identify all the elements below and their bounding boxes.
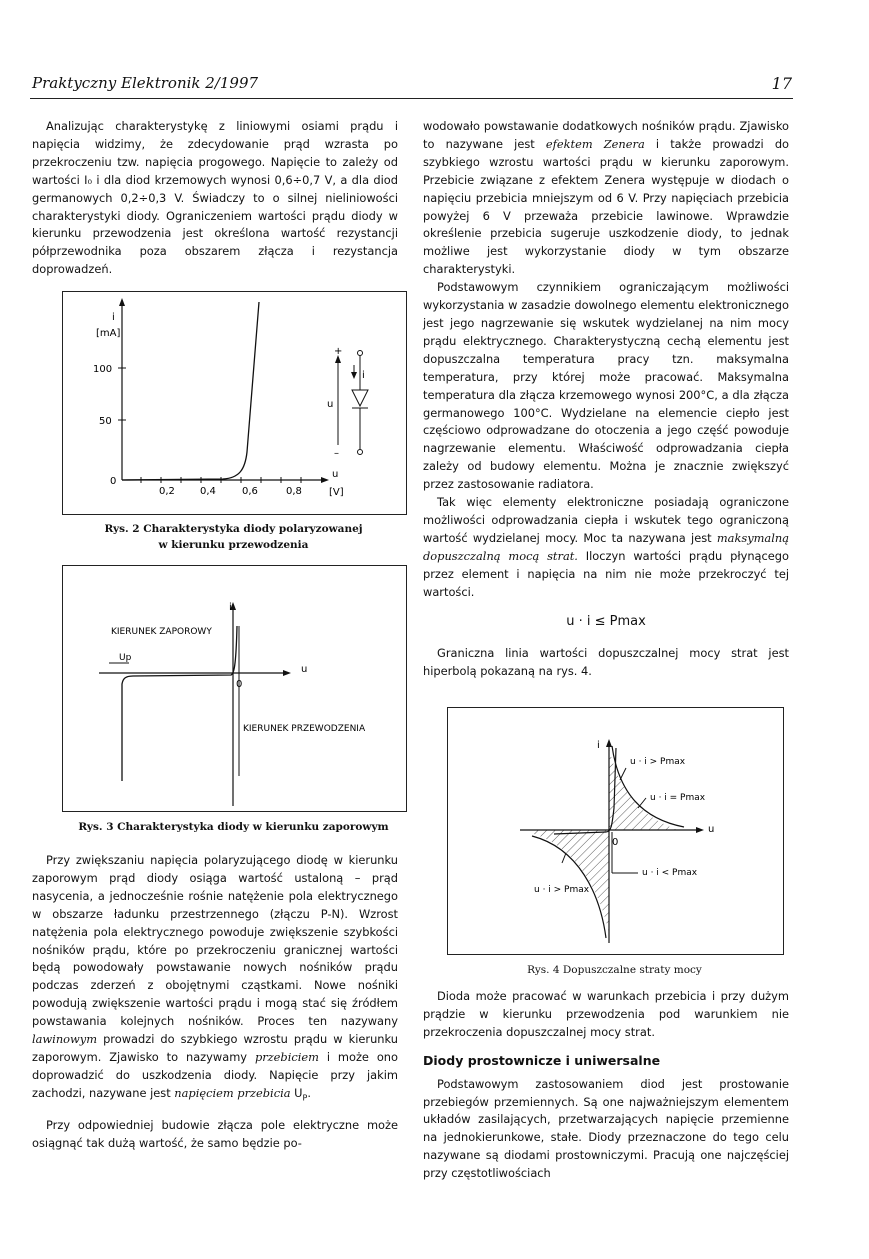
figure-4 (447, 707, 784, 955)
right-column-top (423, 118, 789, 681)
y-unit: [mA] (96, 328, 121, 339)
left-column-top (32, 118, 398, 279)
minus-sign: – (334, 448, 339, 459)
left-column-bottom (32, 852, 398, 1153)
y-axis-label: i (112, 312, 115, 323)
page-number: 17 (771, 74, 792, 93)
figure-3-caption: Rys. 3 Charakterystyka diody w kierunku zaporowym (78, 821, 389, 833)
paragraph: Graniczna linia wartości dopuszczalnej mocy strat jest hiperbolą pokazaną na rys. 4. (423, 646, 789, 679)
allowed-region-reverse (534, 830, 609, 933)
term: lawinowym (32, 1032, 98, 1047)
paragraph: Przy odpowiedniej budowie złącza pole elektryczne może osiągnąć tak dużą wartość, że samo będzie po- (32, 1117, 398, 1150)
header-rule (30, 98, 793, 99)
label-exceeded-top: u · i > Pmax (630, 757, 686, 767)
paragraph: Analizując charakterystykę z liniowymi osiami prądu i napięcia widzimy, że zdecydowanie prąd wzrasta po przekroczeniu tzw. napięcia progowego. Napięcie to zależy od wartości I₀ i dla diod krzemowych wynosi 0,6÷0,7 V, a dla diod germanowych 0,2÷0,3 V. Świadczy to o silnej nieliniowości charakterystyki diody. Ograniczeniem wartości prądu diody w kierunku przewodzenia jest określona wartość rezystancji półprzewodnika poza obszarem złącza i rezystancja doprowadzeń. (32, 119, 398, 277)
forward-curve (122, 302, 259, 480)
x-unit: [V] (329, 487, 344, 498)
section-heading: Diody prostownicze i uniwersalne (423, 1052, 661, 1068)
x-tick: 0,4 (200, 486, 216, 497)
u-axis-label: u (708, 824, 715, 835)
label-equal: u · i = Pmax (650, 793, 706, 803)
paragraph: Tak więc elementy elektroniczne posiadają ograniczone możliwości odprowadzania ciepła i wskutek tego ograniczoną wartość wydzielanej mocy. Moc ta nazywana jest maksymalną dopuszczalną mocą strat. Iloczyn wartości prądu płynącego przez element i napięcia na nim nie może przekroczyć tej wartości. (423, 495, 789, 599)
term: napięciem przebicia (174, 1085, 291, 1100)
x-tick: 0,2 (159, 486, 175, 497)
current-label: i (362, 370, 365, 381)
paragraph: Podstawowym czynnikiem ograniczającym możliwości wykorzystania w zasadzie dowolnego elementu elektronicznego jest jego nagrzewanie się wskutek wydzielanej na nim mocy prądu elektrycznego. Charakterystyczną cechą elementu jest dopuszczalna temperatura pracy tzn. maksymalna temperatura, przy której może pracować. Maksymalna temperatura dla złącza krzemowego wynosi 200°C, a dla złącza germanowego 100°C. Wydzielane na elemencie ciepło jest częściowo odprowadzane do otoczenia a jego część powoduje nagrzewanie elementu. Właściwość odprowadzania ciepła zależy od budowy elementu. Można je znacznie zwiększyć przez zastosowanie radiatora. (423, 280, 789, 492)
right-column-bottom (423, 988, 789, 1183)
origin-label: 0 (612, 837, 619, 848)
paragraph: Dioda może pracować w warunkach przebicia i przy dużym prądzie w kierunku przewodzenia pod warunkiem nie przekroczenia dopuszczalnej mocy strat. (423, 989, 789, 1039)
paragraph: wodowało powstawanie dodatkowych nośników prądu. Zjawisko to nazywane jest efektem Zenera i także prowadzi do szybkiego wzrostu wartości prądu w kierunku zaporowym. Przebicie związane z efektem Zenera występuje w diodach o napięciu przebicia mniejszym od 6 V. Przy napięciach przebicia powyżej 6 V przeważa przebicie lawinowe. Wprawdzie określenie przebicia sugeruje uszkodzenie diody, to jednak możliwe jest wykorzystanie diody w tym obszarze charakterystyki. (423, 119, 790, 277)
terminal-minus (358, 450, 363, 455)
paragraph: Przy zwiększaniu napięcia polaryzującego diodę w kierunku zaporowym prąd diody osiąga wartość ustaloną – prąd nasycenia, a jednocześnie rośnie natężenie pola elektrycznego w obszarze ładunku przestrzennego (złączu P-N). Wzrost natężenia pola elektrycznego powoduje zwiększenie szybkości nośników prądu, które po przekroczeniu granicznej wartości będą powodowały powstawanie nowych nośników prądu podczas zderzeń z obojętnymi cząstkami. Nowe nośniki powodują zwiększenie wartości prądu i mogą stać się źródłem powstawania kolejnych nośników. Proces ten nazywany lawinowym prowadzi do szybkiego wzrostu prądu w kierunku zaporowym. Zjawisko to nazywamy przebiciem i może ono doprowadzić do uszkodzenia diody. Napięcie przy jakim zachodzi, nazywane jest napięciem przebicia $U_P$. (32, 853, 398, 1103)
i-axis-label: i (597, 740, 600, 751)
power-equation: u · i ≤ Pmax (566, 614, 646, 630)
u-axis-label: u (301, 664, 308, 675)
up-label: Up (119, 653, 132, 663)
origin-label: 0 (110, 476, 117, 487)
label-below: u · i < Pmax (642, 868, 698, 878)
caption-line: Rys. 2 Charakterystyka diody polaryzowanej (104, 523, 363, 535)
reverse-direction-label: KIERUNEK ZAPOROWY (111, 627, 212, 637)
label-exceeded-bottom: u · i > Pmax (534, 885, 590, 895)
voltage-label: u (327, 399, 334, 410)
fig3-diagram (63, 566, 406, 811)
x-tick: 0,6 (242, 486, 258, 497)
page-header (32, 74, 792, 98)
reverse-curve (122, 626, 237, 781)
fig4-diagram (448, 708, 783, 954)
x-tick: 0,8 (286, 486, 302, 497)
x-axis-label: u (332, 469, 339, 480)
figure-4-caption: Rys. 4 Dopuszczalne straty mocy (527, 964, 702, 976)
y-tick: 100 (93, 364, 113, 375)
term: maksymalną dopuszczalną mocą strat. (423, 530, 789, 563)
fig2-diagram (63, 292, 406, 514)
plus-sign: + (334, 346, 343, 357)
paragraph: Podstawowym zastosowaniem diod jest prostowanie przebiegów przemiennych. Są one najważniejszym elementem układów zasilających, przetwarzających napięcie przemienne na jednokierunkowe, stałe. Diody przeznaczone do tego celu nazywane są diodami prostowniczymi. Pracują one najczęściej przy częstotliwościach (423, 1076, 789, 1181)
term: przebiciem (254, 1049, 319, 1064)
y-tick: 50 (99, 416, 112, 427)
origin-label: 0 (236, 679, 243, 690)
figure-2-caption (62, 521, 405, 553)
figure-3 (62, 565, 407, 812)
diode-icon (352, 390, 368, 406)
caption-line: w kierunku przewodzenia (158, 539, 309, 551)
i-axis-label: i (229, 602, 232, 613)
forward-direction-label: KIERUNEK PRZEWODZENIA (243, 724, 366, 734)
term: efektem Zenera (545, 136, 645, 151)
terminal-plus (358, 351, 363, 356)
journal-title: Praktyczny Elektronik 2/1997 (32, 74, 259, 92)
figure-2 (62, 291, 407, 515)
